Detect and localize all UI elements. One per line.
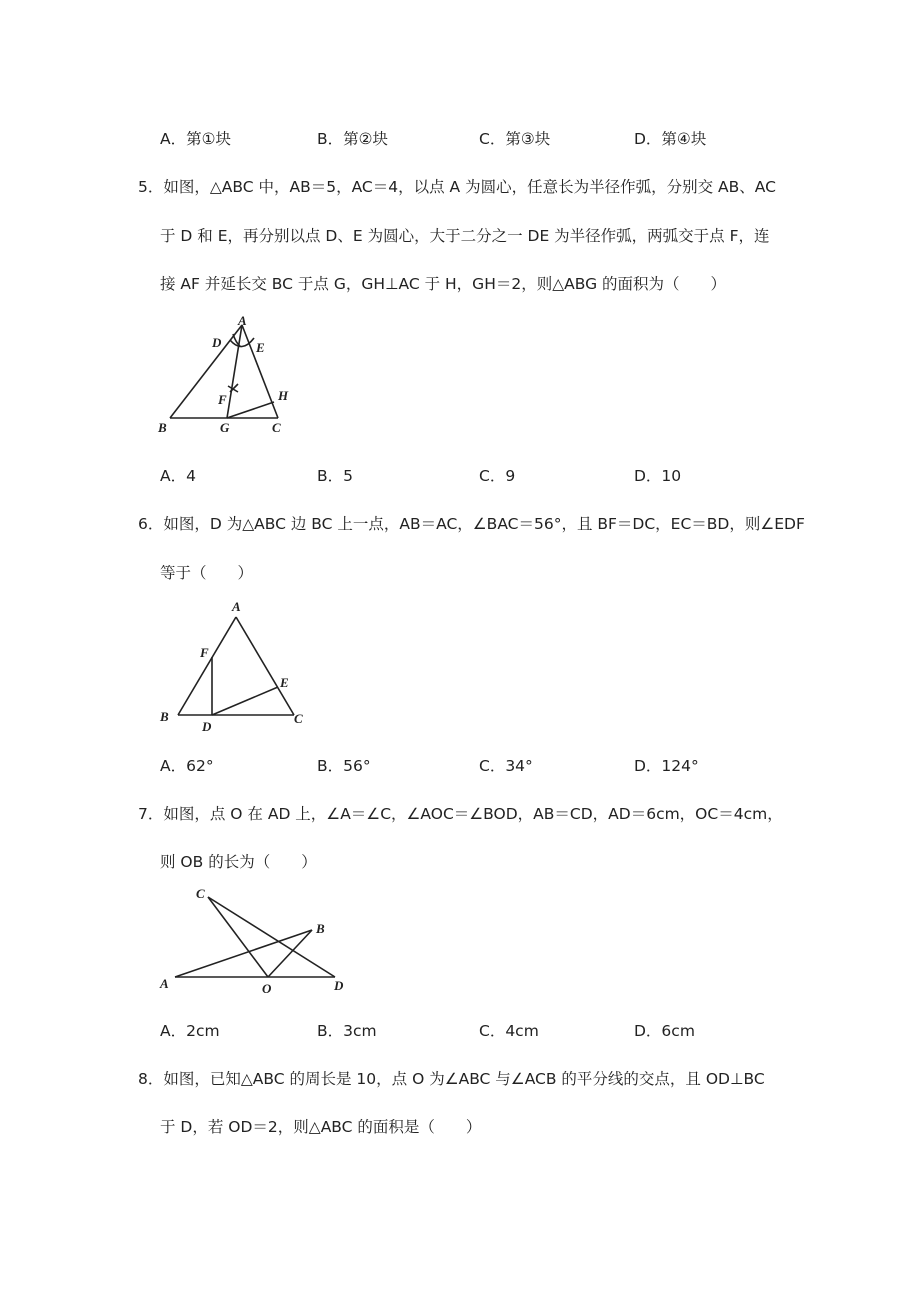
q5-option-a[interactable]: A．4 <box>160 467 196 485</box>
q5-label-c: C <box>272 420 281 435</box>
q5-label-g: G <box>220 420 230 435</box>
q7-label-c: C <box>196 886 205 901</box>
q4-option-a[interactable]: A．第①块 <box>160 130 231 148</box>
q5-label-d: D <box>212 335 222 350</box>
q5-option-d[interactable]: D．10 <box>634 467 682 485</box>
q6-label-f: F <box>200 645 209 660</box>
q5-label-f: F <box>218 392 227 407</box>
q6-label-e: E <box>280 675 289 690</box>
q6-option-c[interactable]: C．34° <box>479 757 533 775</box>
q7-label-o: O <box>262 981 272 996</box>
q6-label-d: D <box>202 719 212 734</box>
q4-option-b[interactable]: B．第②块 <box>317 130 389 148</box>
q6-line-2: 等于（ ） <box>160 564 254 582</box>
q7-label-a: A <box>160 976 169 991</box>
q5-label-b: B <box>158 420 167 435</box>
q5-label-e: E <box>256 340 265 355</box>
q6-line-1: 6．如图，D 为△ABC 边 BC 上一点，AB＝AC，∠BAC＝56°，且 BF＝DC，EC＝BD，则∠EDF <box>138 515 805 533</box>
q5-option-c[interactable]: C．9 <box>479 467 516 485</box>
q7-option-d[interactable]: D．6cm <box>634 1022 695 1040</box>
q5-line-1: 5．如图，△ABC 中，AB＝5，AC＝4，以点 A 为圆心，任意长为半径作弧，分别交 AB、AC <box>138 178 776 196</box>
q5-line-2: 于 D 和 E，再分别以点 D、E 为圆心，大于二分之一 DE 为半径作弧，两弧交于点 F，连 <box>160 227 770 245</box>
q5-label-a: A <box>238 313 247 328</box>
q4-option-d[interactable]: D．第④块 <box>634 130 707 148</box>
q7-option-a[interactable]: A．2cm <box>160 1022 220 1040</box>
q7-option-c[interactable]: C．4cm <box>479 1022 539 1040</box>
q7-option-b[interactable]: B．3cm <box>317 1022 377 1040</box>
q8-line-2: 于 D，若 OD＝2，则△ABC 的面积是（ ） <box>160 1118 482 1136</box>
q5-label-h: H <box>278 388 289 403</box>
q7-figure <box>150 880 360 1000</box>
q6-option-b[interactable]: B．56° <box>317 757 371 775</box>
q7-label-b: B <box>316 921 325 936</box>
q5-line-3: 接 AF 并延长交 BC 于点 G，GH⊥AC 于 H，GH＝2，则△ABG 的面积为（ ） <box>160 275 727 293</box>
q6-label-a: A <box>232 599 241 614</box>
q5-option-b[interactable]: B．5 <box>317 467 353 485</box>
q6-label-c: C <box>294 711 303 726</box>
q7-line-1: 7．如图，点 O 在 AD 上，∠A＝∠C，∠AOC＝∠BOD，AB＝CD，AD＝6cm，OC＝4cm， <box>138 805 783 823</box>
q4-option-c[interactable]: C．第③块 <box>479 130 551 148</box>
q7-line-2: 则 OB 的长为（ ） <box>160 853 317 871</box>
q8-line-1: 8．如图，已知△ABC 的周长是 10，点 O 为∠ABC 与∠ACB 的平分线的交点，且 OD⊥BC <box>138 1070 765 1088</box>
q6-figure <box>150 595 320 735</box>
q6-option-a[interactable]: A．62° <box>160 757 214 775</box>
q5-figure <box>150 310 310 440</box>
q6-label-b: B <box>160 709 169 724</box>
q6-option-d[interactable]: D．124° <box>634 757 699 775</box>
q7-label-d: D <box>334 978 344 993</box>
